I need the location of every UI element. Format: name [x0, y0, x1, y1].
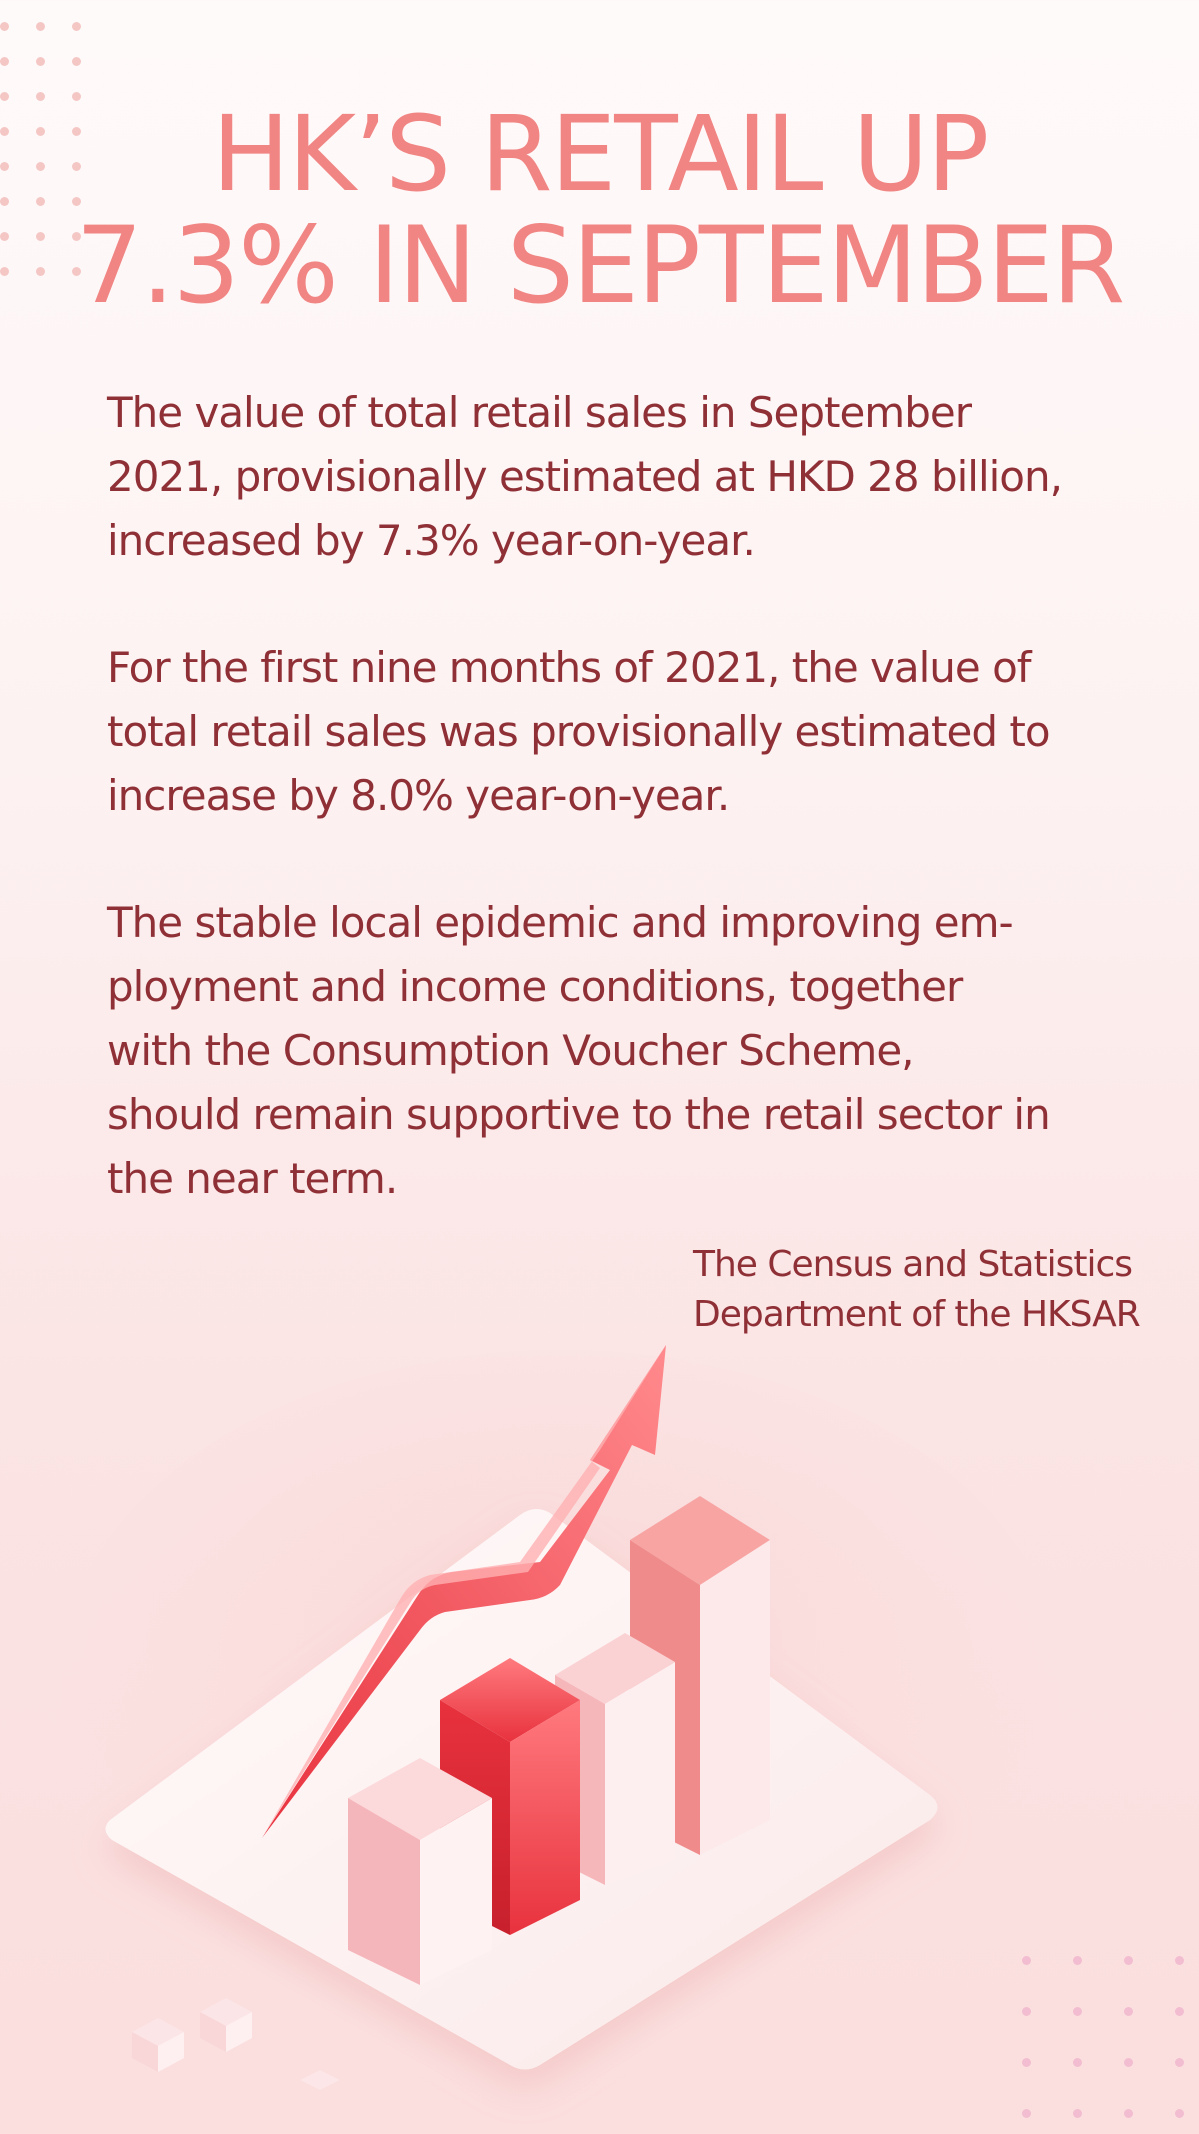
source-credit: The Census and Statistics Department of the HKSAR: [693, 1244, 1140, 1335]
headline-line-2: 7.3% IN SEPTEMBER: [75, 204, 1124, 327]
small-cubes-decoration: [132, 1998, 340, 2090]
paragraph-september-sales: The value of total retail sales in September 2021, provisionally estimated at HKD 28 billion, increased by 7.3% year-on-year.: [107, 388, 1062, 565]
small-bar-shape: [348, 1758, 492, 1985]
paragraph-outlook: The stable local epidemic and improving em- ployment and income conditions, together with the Consumption Voucher Scheme, should remain supportive to the retail sector in the near term.: [107, 898, 1050, 1203]
decorative-dots-bottom: [1022, 1956, 1199, 2118]
paragraph-nine-months-sales: For the first nine months of 2021, the value of total retail sales was provisionally estimated to increase by 8.0% year-on-year.: [107, 643, 1050, 820]
headline-line-1: HK’S RETAIL UP: [211, 93, 988, 215]
headline: [0, 93, 1199, 327]
rising-bar-chart-with-arrow-icon: [0, 1300, 1199, 2134]
